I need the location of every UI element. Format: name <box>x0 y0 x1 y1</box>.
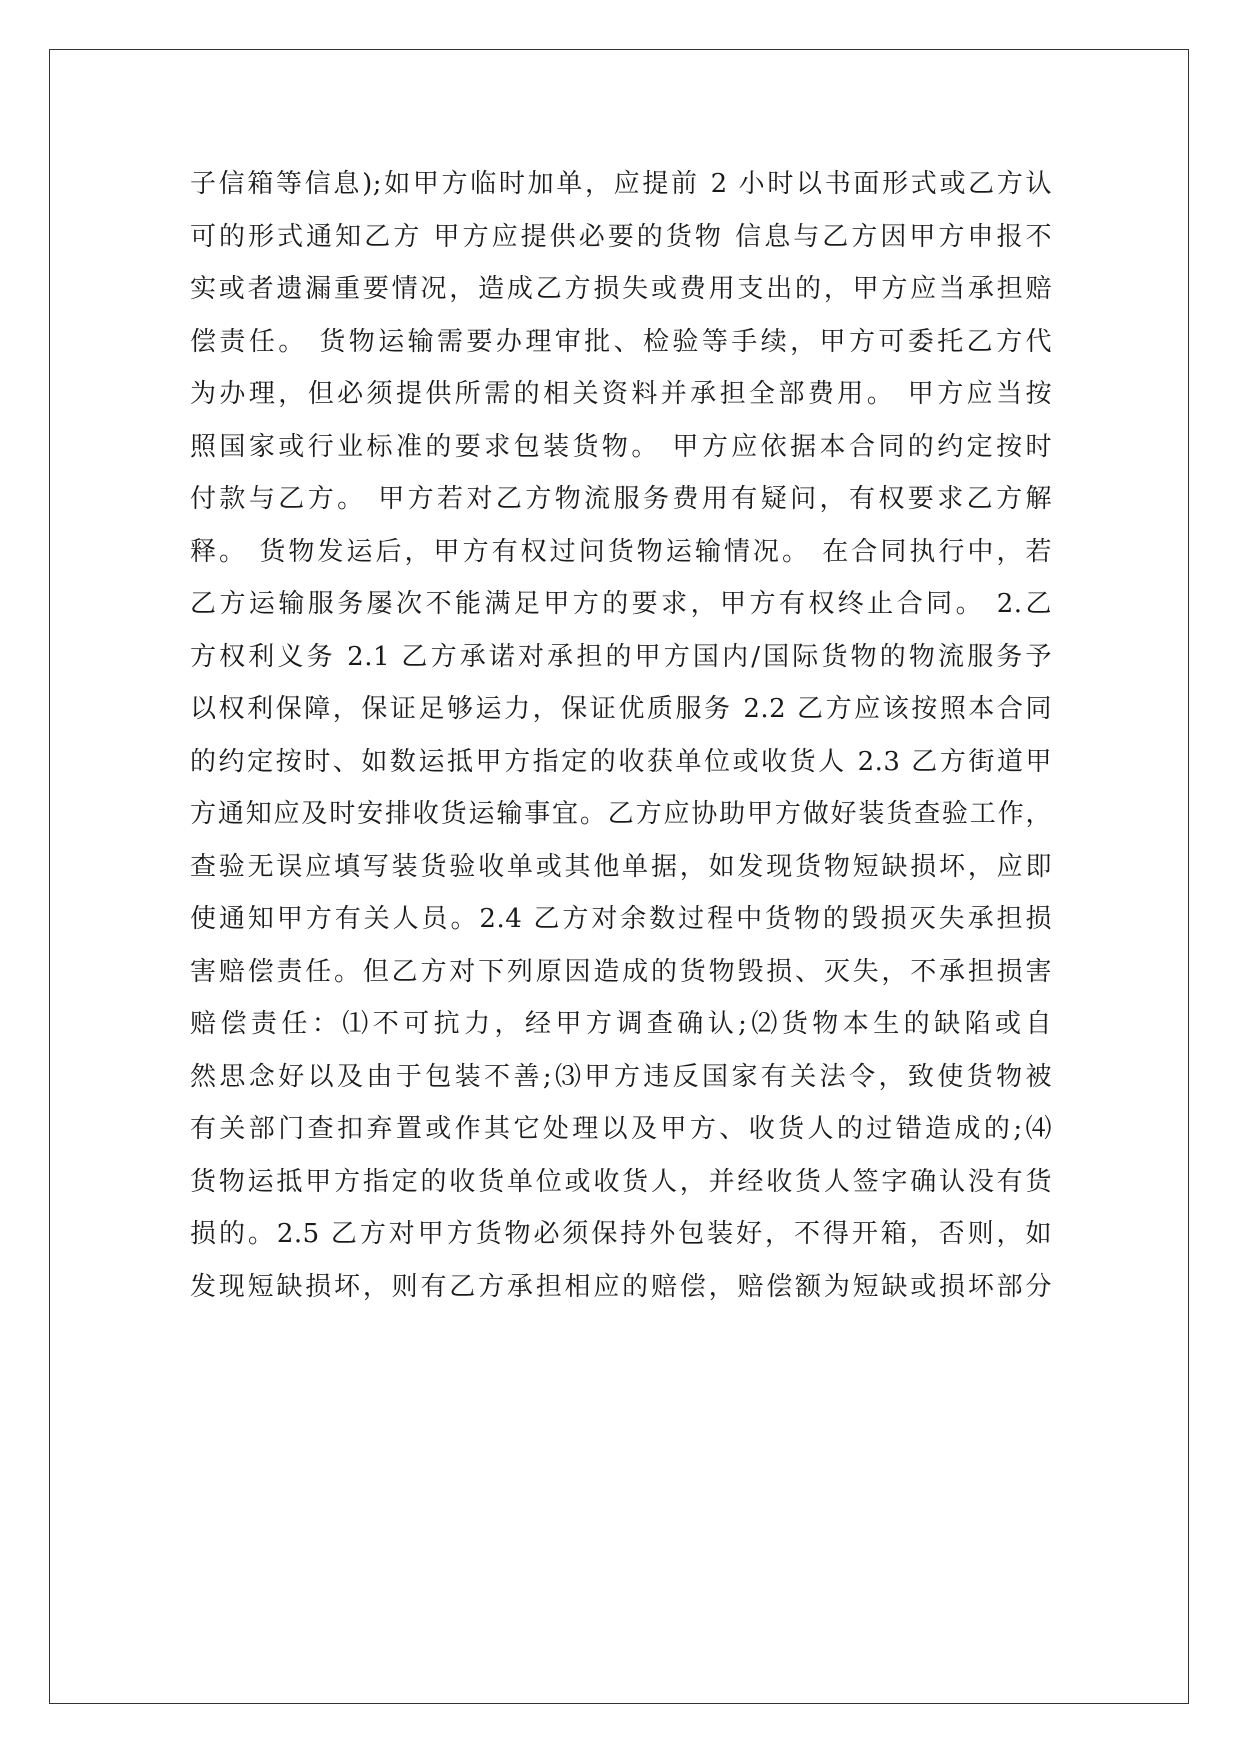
text-line: 然思念好以及由于包装不善;⑶甲方违反国家有关法令，致使货物被 <box>190 1061 1052 1092</box>
text-line: 的约定按时、如数运抵甲方指定的收获单位或收货人 2.3 乙方街道甲 <box>190 746 1052 777</box>
document-body <box>190 158 1052 1313</box>
text-line: 方通知应及时安排收货运输事宜。乙方应协助甲方做好装货查验工作， <box>190 799 1052 829</box>
text-line: 实或者遗漏重要情况，造成乙方损失或费用支出的，甲方应当承担赔 <box>190 274 1052 304</box>
text-line: 以权利保障，保证足够运力，保证优质服务 2.2 乙方应该按照本合同 <box>190 694 1052 724</box>
text-line: 赔偿责任：⑴不可抗力，经甲方调查确认;⑵货物本生的缺陷或自 <box>190 1009 1052 1039</box>
text-line: 方权利义务 2.1 乙方承诺对承担的甲方国内/国际货物的物流服务予 <box>190 641 1052 672</box>
text-line: 损的。2.5 乙方对甲方货物必须保持外包装好，不得开箱，否则，如 <box>190 1219 1052 1249</box>
text-line: 可的形式通知乙方 甲方应提供必要的货物 信息与乙方因甲方申报不 <box>190 221 1052 252</box>
text-line: 乙方运输服务屡次不能满足甲方的要求，甲方有权终止合同。 2.乙 <box>190 589 1052 619</box>
text-line: 释。 货物发运后，甲方有权过问货物运输情况。 在合同执行中，若 <box>190 536 1052 567</box>
text-line: 使通知甲方有关人员。2.4 乙方对余数过程中货物的毁损灭失承担损 <box>190 904 1052 934</box>
text-line: 付款与乙方。 甲方若对乙方物流服务费用有疑问，有权要求乙方解 <box>190 484 1052 514</box>
text-line: 害赔偿责任。但乙方对下列原因造成的货物毁损、灭失，不承担损害 <box>190 956 1052 987</box>
text-line: 偿责任。 货物运输需要办理审批、检验等手续，甲方可委托乙方代 <box>190 326 1052 357</box>
text-line: 发现短缺损坏，则有乙方承担相应的赔偿，赔偿额为短缺或损坏部分 <box>190 1271 1052 1302</box>
text-line: 照国家或行业标准的要求包装货物。 甲方应依据本合同的约定按时 <box>190 431 1052 462</box>
text-line: 有关部门查扣弃置或作其它处理以及甲方、收货人的过错造成的;⑷ <box>190 1114 1052 1144</box>
text-line: 查验无误应填写装货验收单或其他单据，如发现货物短缺损坏，应即 <box>190 851 1052 882</box>
text-line: 货物运抵甲方指定的收货单位或收货人，并经收货人签字确认没有货 <box>190 1166 1052 1197</box>
text-line: 子信箱等信息);如甲方临时加单，应提前 2 小时以书面形式或乙方认 <box>190 169 1052 199</box>
text-line: 为办理，但必须提供所需的相关资料并承担全部费用。 甲方应当按 <box>190 379 1052 409</box>
